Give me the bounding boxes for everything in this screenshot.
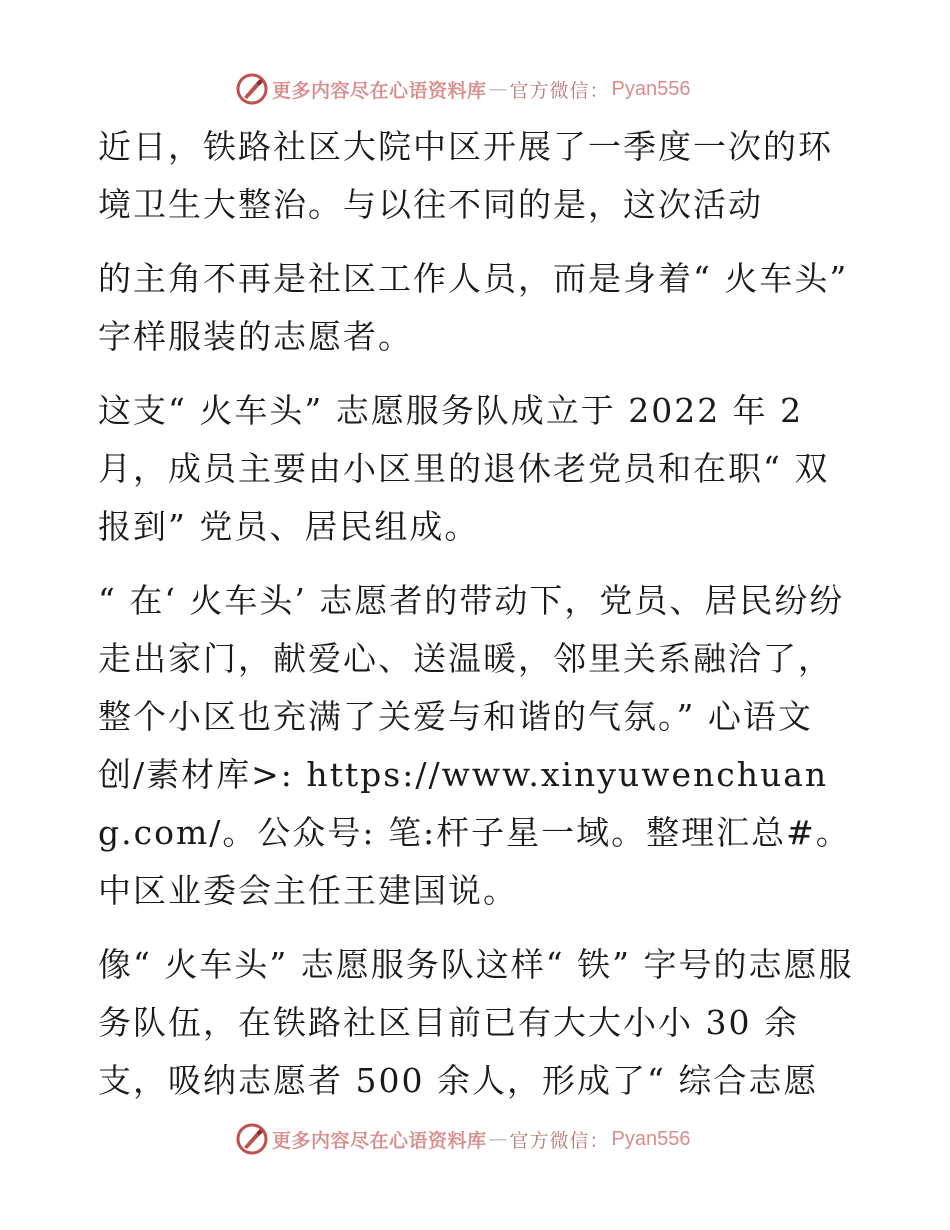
paragraph: 的主角不再是社区工作人员，而是身着“ 火车头” 字样服装的志愿者。 bbox=[98, 259, 849, 356]
watermark-official-label: 官方微信： bbox=[509, 79, 610, 102]
header-watermark bbox=[236, 72, 756, 106]
pen-logo-icon bbox=[236, 1123, 268, 1155]
watermark-official-label: 官方微信： bbox=[509, 1129, 610, 1152]
pen-logo-icon bbox=[236, 73, 268, 105]
paragraph: 近日，铁路社区大院中区开展了一季度一次的环境卫生大整治。与以往不同的是，这次活动 bbox=[98, 127, 833, 224]
watermark-brand: 更多内容尽在心语资料库 bbox=[272, 1129, 487, 1152]
watermark-separator: — bbox=[488, 1128, 508, 1150]
watermark-separator: — bbox=[488, 78, 508, 100]
watermark-wechat-id: Pyan556 bbox=[611, 77, 691, 100]
watermark-brand: 更多内容尽在心语资料库 bbox=[272, 79, 487, 102]
footer-watermark bbox=[236, 1122, 756, 1156]
paragraph: 像“ 火车头” 志愿服务队这样“ 铁” 字号的志愿服务队伍，在铁路社区目前已有大大小小 30 余支，吸纳志愿者 500 余人，形成了“ 综合志愿 bbox=[98, 945, 854, 1100]
document-body bbox=[98, 118, 858, 1126]
paragraph: “ 在‘ 火车头’ 志愿者的带动下，党员、居民纷纷走出家门，献爱心、送温暖，邻里关系融洽了，整个小区也充满了关爱与和谐的气氛。” 心语文创/素材库>: https://www.xinyuwenchuang.com/。公众号: 笔:杆子星一域。整理汇总#。中区业委会主任王建国说。 bbox=[98, 581, 851, 910]
paragraph: 这支“ 火车头” 志愿服务队成立于 2022 年 2 月，成员主要由小区里的退休老党员和在职“ 双报到” 党员、居民组成。 bbox=[98, 391, 830, 546]
watermark-wechat-id: Pyan556 bbox=[611, 1127, 691, 1150]
